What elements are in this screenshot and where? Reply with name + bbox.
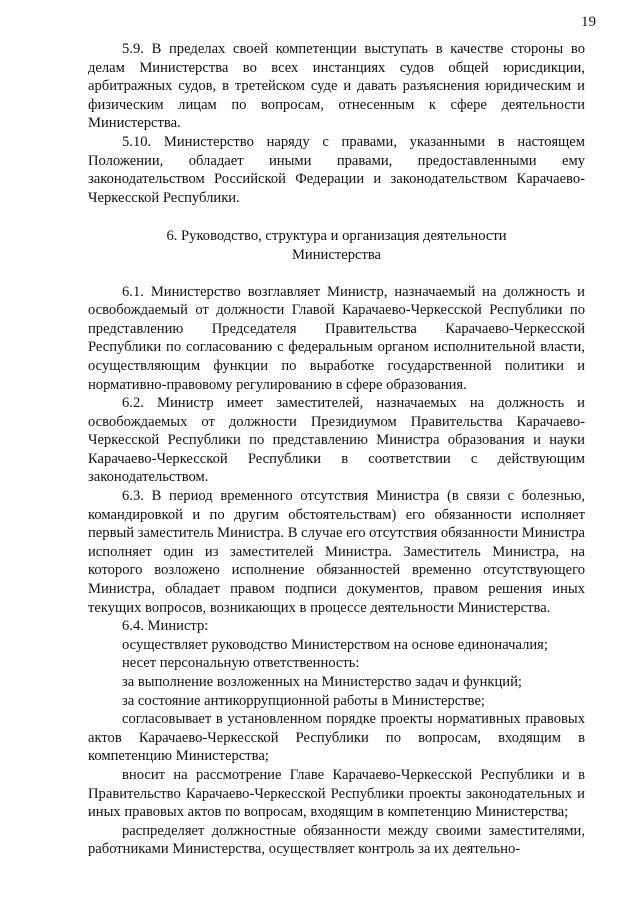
section-heading: [88, 227, 585, 264]
paragraph-5-9: 5.9. В пределах своей компетенции выступать в качестве стороны во делам Министерства во всех инстанциях судов общей юрисдикции, арбитражных судов, в третейском суде и давать разъяснения юридическим и физическим лицам по вопросам, отнесенным к сфере деятельности Министерства.: [88, 41, 585, 132]
paragraph-6-1: 6.1. Министерство возглавляет Министр, назначаемый на должность и освобождаемый от должности Главой Карачаево-Черкесской Республики по представлению Председателя Правительства Карачаево-Черкесской Республики по согласованию с федеральным органом исполнительной власти, осуществляющим функции по выработке государственной политики и нормативно-правовому регулированию в сфере образования.: [88, 283, 585, 393]
document-body: [88, 40, 585, 859]
paragraph-6-4: 6.4. Министр:: [122, 618, 209, 635]
paragraph-5-10: 5.10. Министерство наряду с правами, указанными в настоящем Положении, обладает иными правами, предоставленными ему законодательством Российской Федерации и законодательством Карачаево-Черкесской Республики.: [88, 133, 585, 206]
section-heading-line-1: 6. Руководство, структура и организация деятельности: [166, 228, 507, 245]
list-item-approves-drafts: согласовывает в установленном порядке проекты нормативных правовых актов Карачаево-Черкесской Республики по вопросам, входящим в компетенцию Министерства;: [88, 711, 585, 765]
list-item-distributes-duties: распределяет должностные обязанности между своими заместителями, работниками Министерства, осуществляет контроль за их деятельно-: [88, 822, 585, 858]
list-item-leadership: осуществляет руководство Министерством на основе единоначалия;: [122, 636, 548, 653]
list-item-responsibility: несет персональную ответственность:: [122, 655, 360, 672]
page-number: 19: [581, 14, 596, 30]
paragraph-6-2: 6.2. Министр имеет заместителей, назначаемых на должность и освобождаемых от должности Президиумом Правительства Карачаево-Черкесской Республики по представлению Министра образования и науки Карачаево-Черкесской Республики в соответствии с действующим законодательством.: [88, 395, 585, 486]
paragraph-6-3: 6.3. В период временного отсутствия Министра (в связи с болезнью, командировкой и по другим обстоятельствам) его обязанности исполняет первый заместитель Министра. В случае его отсутствия обязанности Министра исполняет один из заместителей Министра. Заместитель Министра, на которого возложено исполнение обязанностей временно отсутствующего Министра, обладает правом подписи документов, правом решения иных текущих вопросов, возникающих в процессе деятельности Министерства.: [88, 488, 585, 616]
list-item-submits-drafts: вносит на рассмотрение Главе Карачаево-Черкесской Республики и в Правительство Карачаево-Черкесской Республики проекты законодательных и иных правовых актов по вопросам, входящим в компетенцию Министерства;: [88, 766, 585, 821]
list-item-anticorruption: за состояние антикоррупционной работы в Министерстве;: [122, 692, 485, 709]
section-heading-line-2: Министерства: [291, 246, 382, 263]
list-item-tasks: за выполнение возложенных на Министерство задач и функций;: [122, 674, 522, 690]
